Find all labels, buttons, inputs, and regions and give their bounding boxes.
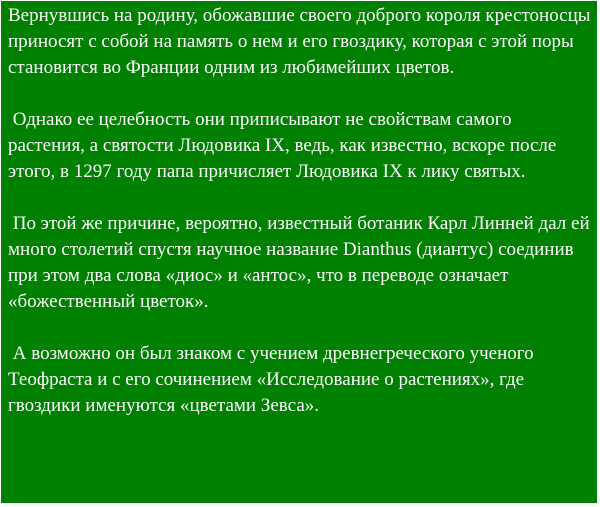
- paragraph-linnaeus: По этой же причине, вероятно, известный ботаник Карл Линней дал ей много столетий спустя научное название Dianthus (диантус) соединив при этом два слова «диос» и «антос», что в переводе означает «божественный цветок».: [8, 213, 595, 312]
- paragraph-crusaders: Вернувшись на родину, обожавшие своего доброго короля крестоносцы приносят с собой на память о нем и его гвоздику, которая с этой поры становится во Франции одним из любимейших цветов.: [8, 5, 596, 78]
- text-panel: [1, 1, 597, 503]
- paragraph-louis-ix: Однако ее целебность они приписывают не свойствам самого растения, а святости Людовика IX, ведь, как известно, вскоре после этого, в 1297 году папа причисляет Людовика IX к лику святых.: [8, 109, 562, 182]
- paragraph-theophrastus: А возможно он был знаком с учением древнегреческого ученого Теофраста и с его сочинением «Исследование о растениях», где гвоздики именуются «цветами Зевса».: [8, 343, 539, 416]
